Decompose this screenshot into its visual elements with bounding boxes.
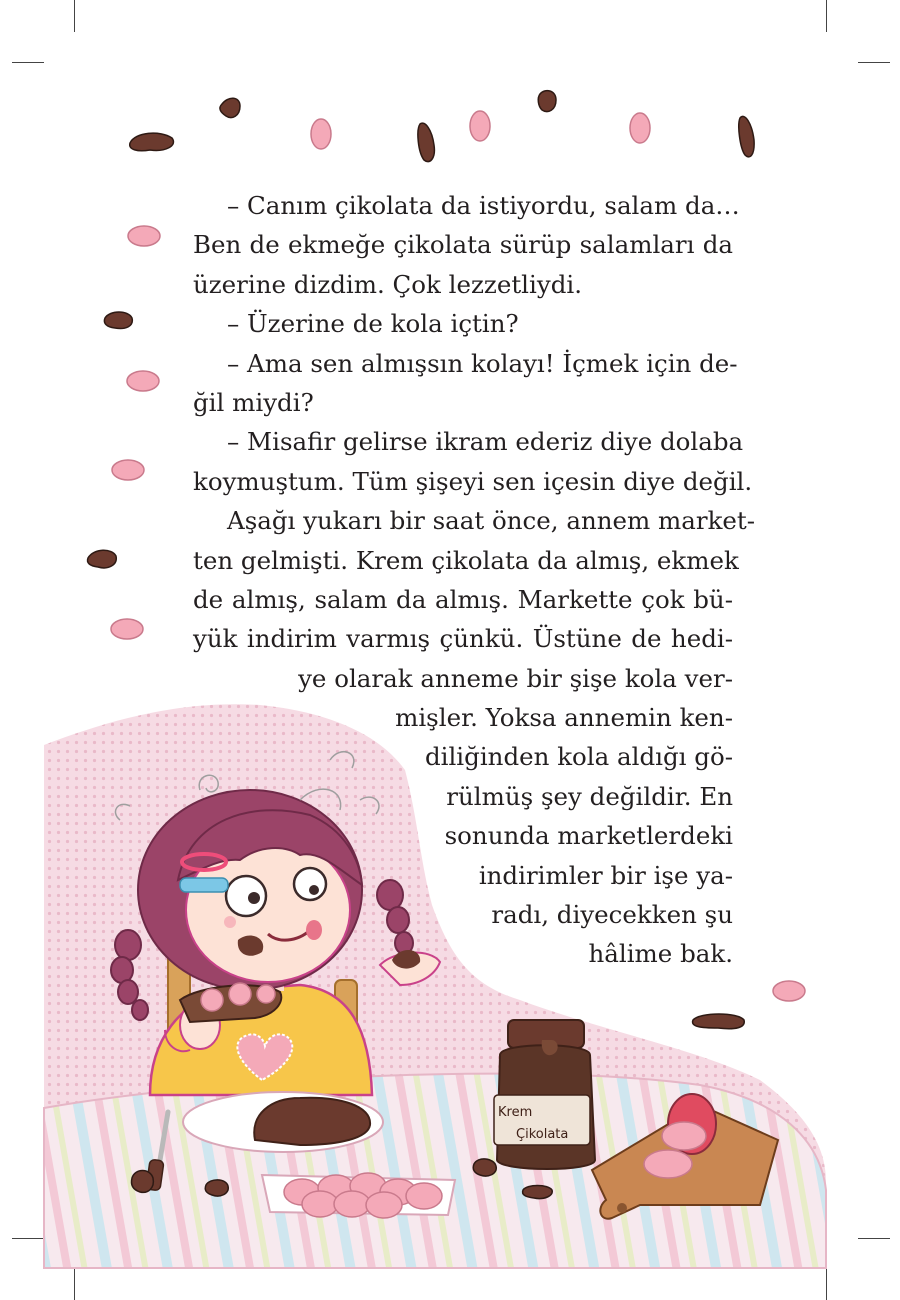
text-line: diliğinden kola aldığı gö-: [424, 742, 733, 772]
jar-label-line1: Krem: [498, 1105, 533, 1120]
text-line: yük indirim varmış çünkü. Üstüne de hedi-: [193, 624, 733, 654]
jar-label-line2: Çikolata: [516, 1127, 569, 1142]
text-line: – Üzerine de kola içtin?: [227, 309, 519, 339]
text-line: – Ama sen almışsın kolayı! İçmek için de-: [227, 348, 738, 378]
text-line: üzerine dizdim. Çok lezzetliydi.: [193, 269, 582, 299]
text-line: de almış, salam da almış. Markette çok bü-: [193, 584, 733, 614]
text-line: ye olarak anneme bir şişe kola ver-: [298, 663, 733, 693]
text-line: radı, diyecekken şu: [491, 900, 733, 930]
text-line: indirimler bir işe ya-: [478, 860, 733, 890]
text-line: ten gelmişti. Krem çikolata da almış, ekmek: [193, 545, 739, 575]
text-line: mişler. Yoksa annemin ken-: [395, 703, 733, 733]
text-line: ğil miydi?: [193, 387, 314, 417]
text-line: hâlime bak.: [588, 939, 733, 969]
text-line: Ben de ekmeğe çikolata sürüp salamları da: [193, 230, 733, 260]
text-line: – Misafir gelirse ikram ederiz diye dolaba: [227, 427, 744, 457]
text-line: koymuştum. Tüm şişeyi sen içesin diye değil.: [193, 466, 753, 496]
bread-on-plate: [254, 1098, 370, 1145]
text-line: – Canım çikolata da istiyordu, salam da…: [227, 191, 740, 220]
text-line: sonunda marketlerdeki: [444, 821, 733, 851]
text-line: Aşağı yukarı bir saat önce, annem market-: [227, 506, 756, 536]
story-text: [193, 186, 756, 974]
text-line: rülmüş şey değildir. En: [446, 781, 733, 811]
